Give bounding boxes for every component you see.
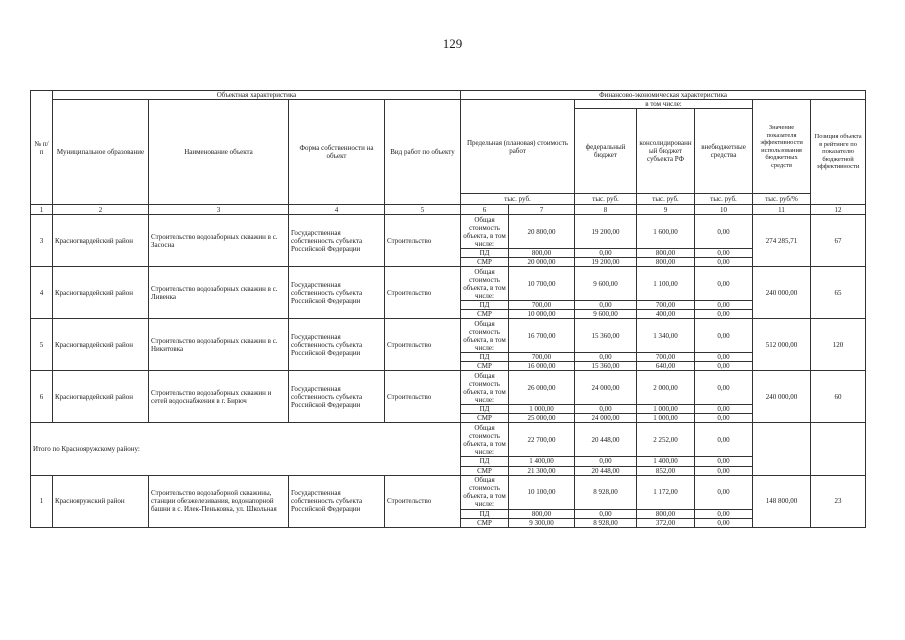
cell-consolidated: 1 000,00 xyxy=(637,414,695,423)
row-efficiency: 148 800,00 xyxy=(753,475,811,527)
cell-federal: 19 200,00 xyxy=(575,258,637,267)
row-label-pd: ПД xyxy=(461,509,509,518)
cell-offbudget: 0,00 xyxy=(695,475,753,509)
row-ownership: Государственная собственность субъекта Российской Федерации xyxy=(289,319,385,371)
cell-consolidated: 2 000,00 xyxy=(637,371,695,405)
cell-offbudget: 0,00 xyxy=(695,215,753,249)
row-object: Строительство водозаборных скважин в с. Никитовка xyxy=(149,319,289,371)
cell-offbudget: 0,00 xyxy=(695,466,753,475)
cell-federal: 20 448,00 xyxy=(575,423,637,457)
cell-offbudget: 0,00 xyxy=(695,518,753,527)
row-label-total: Общая стоимость объекта, в том числе: xyxy=(461,475,509,509)
cell-federal: 24 000,00 xyxy=(575,414,637,423)
row-label-smr: СМР xyxy=(461,518,509,527)
cell-federal: 8 928,00 xyxy=(575,518,637,527)
cell-consolidated: 1 400,00 xyxy=(637,457,695,466)
cell-federal: 19 200,00 xyxy=(575,215,637,249)
cell-cost: 25 000,00 xyxy=(509,414,575,423)
row-label-smr: СМР xyxy=(461,310,509,319)
row-municipal: Краснояружский район xyxy=(53,475,149,527)
row-work: Строительство xyxy=(385,215,461,267)
cell-consolidated: 700,00 xyxy=(637,301,695,310)
row-rating: 65 xyxy=(811,267,866,319)
cell-offbudget: 0,00 xyxy=(695,249,753,258)
row-label-total: Общая стоимость объекта, в том числе: xyxy=(461,319,509,353)
row-object: Строительство водозаборных скважин в с. Ливенка xyxy=(149,267,289,319)
unit-consolidated: тыс. руб. xyxy=(637,194,695,205)
cell-cost: 20 800,00 xyxy=(509,215,575,249)
row-efficiency: 274 285,71 xyxy=(753,215,811,267)
row-num: 5 xyxy=(31,319,53,371)
cell-cost: 10 100,00 xyxy=(509,475,575,509)
cell-federal: 0,00 xyxy=(575,353,637,362)
header-federal: федеральный бюджет xyxy=(575,109,637,194)
col-number: 3 xyxy=(149,205,289,215)
cell-offbudget: 0,00 xyxy=(695,423,753,457)
cell-cost: 16 700,00 xyxy=(509,319,575,353)
cell-cost: 22 700,00 xyxy=(509,423,575,457)
col-number: 10 xyxy=(695,205,753,215)
cell-federal: 24 000,00 xyxy=(575,371,637,405)
col-number: 2 xyxy=(53,205,149,215)
header-cost: Предельная (плановая) стоимость работ xyxy=(461,100,575,194)
cell-offbudget: 0,00 xyxy=(695,353,753,362)
row-label-total: Общая стоимость объекта, в том числе: xyxy=(461,371,509,405)
cell-federal: 9 600,00 xyxy=(575,310,637,319)
cell-offbudget: 0,00 xyxy=(695,319,753,353)
cell-federal: 0,00 xyxy=(575,249,637,258)
header-finance-group: Финансово-экономическая характеристика xyxy=(461,91,866,100)
header-object-name: Наименование объекта xyxy=(149,100,289,205)
cell-offbudget: 0,00 xyxy=(695,362,753,371)
cell-consolidated: 700,00 xyxy=(637,353,695,362)
header-consolidated: консолидированный бюджет субъекта РФ xyxy=(637,109,695,194)
row-label-smr: СМР xyxy=(461,414,509,423)
cell-offbudget: 0,00 xyxy=(695,310,753,319)
col-number: 9 xyxy=(637,205,695,215)
cell-federal: 15 360,00 xyxy=(575,362,637,371)
row-label-pd: ПД xyxy=(461,405,509,414)
cell-cost: 16 000,00 xyxy=(509,362,575,371)
row-municipal: Красногвардейский район xyxy=(53,371,149,423)
cell-offbudget: 0,00 xyxy=(695,457,753,466)
row-label-total: Общая стоимость объекта, в том числе: xyxy=(461,267,509,301)
cell-cost: 21 300,00 xyxy=(509,466,575,475)
row-num: 3 xyxy=(31,215,53,267)
cell-offbudget: 0,00 xyxy=(695,267,753,301)
header-work-type: Вид работ по объекту xyxy=(385,100,461,205)
row-ownership: Государственная собственность субъекта Российской Федерации xyxy=(289,371,385,423)
cell-cost: 700,00 xyxy=(509,353,575,362)
row-label-pd: ПД xyxy=(461,457,509,466)
cell-offbudget: 0,00 xyxy=(695,301,753,310)
row-work: Строительство xyxy=(385,319,461,371)
cell-offbudget: 0,00 xyxy=(695,258,753,267)
cell-offbudget: 0,00 xyxy=(695,405,753,414)
cell-cost: 800,00 xyxy=(509,249,575,258)
cell-federal: 0,00 xyxy=(575,509,637,518)
header-ownership: Форма собственности на объект xyxy=(289,100,385,205)
cell-federal: 20 448,00 xyxy=(575,466,637,475)
row-label-total: Общая стоимость объекта, в том числе: xyxy=(461,423,509,457)
row-num: 4 xyxy=(31,267,53,319)
row-rating: 120 xyxy=(811,319,866,371)
col-number: 12 xyxy=(811,205,866,215)
row-work: Строительство xyxy=(385,267,461,319)
cell-consolidated: 1 340,00 xyxy=(637,319,695,353)
cell-federal: 9 600,00 xyxy=(575,267,637,301)
cell-cost: 26 000,00 xyxy=(509,371,575,405)
row-ownership: Государственная собственность субъекта Российской Федерации xyxy=(289,267,385,319)
row-num: 6 xyxy=(31,371,53,423)
header-efficiency: Значение показателя эффективности использования бюджетных средств xyxy=(753,100,811,194)
subtotal-rating xyxy=(811,423,866,475)
row-ownership: Государственная собственность субъекта Российской Федерации xyxy=(289,215,385,267)
row-work: Строительство xyxy=(385,475,461,527)
row-municipal: Красногвардейский район xyxy=(53,215,149,267)
cell-consolidated: 1 000,00 xyxy=(637,405,695,414)
cell-cost: 10 000,00 xyxy=(509,310,575,319)
col-number: 1 xyxy=(31,205,53,215)
cell-consolidated: 372,00 xyxy=(637,518,695,527)
cell-offbudget: 0,00 xyxy=(695,414,753,423)
col-number: 11 xyxy=(753,205,811,215)
cell-cost: 800,00 xyxy=(509,509,575,518)
cell-cost: 700,00 xyxy=(509,301,575,310)
row-work: Строительство xyxy=(385,371,461,423)
cell-offbudget: 0,00 xyxy=(695,509,753,518)
header-num: № п/п xyxy=(31,91,53,205)
cell-cost: 10 700,00 xyxy=(509,267,575,301)
col-number: 6 xyxy=(461,205,509,215)
page-number: 129 xyxy=(442,36,463,51)
row-ownership: Государственная собственность субъекта Российской Федерации xyxy=(289,475,385,527)
cell-consolidated: 1 100,00 xyxy=(637,267,695,301)
row-label-pd: ПД xyxy=(461,249,509,258)
row-label-pd: ПД xyxy=(461,353,509,362)
row-label-smr: СМР xyxy=(461,258,509,267)
row-efficiency: 240 000,00 xyxy=(753,267,811,319)
row-label-smr: СМР xyxy=(461,362,509,371)
row-municipal: Красногвардейский район xyxy=(53,319,149,371)
unit-federal: тыс. руб. xyxy=(575,194,637,205)
cell-consolidated: 640,00 xyxy=(637,362,695,371)
header-object-group: Объектная характеристика xyxy=(53,91,461,100)
cell-consolidated: 400,00 xyxy=(637,310,695,319)
row-efficiency: 512 000,00 xyxy=(753,319,811,371)
row-num: 1 xyxy=(31,475,53,527)
cell-consolidated: 1 600,00 xyxy=(637,215,695,249)
unit-cost: тыс. руб. xyxy=(461,194,575,205)
row-label-pd: ПД xyxy=(461,301,509,310)
col-number: 7 xyxy=(509,205,575,215)
row-municipal: Красногвардейский район xyxy=(53,267,149,319)
cell-cost: 20 000,00 xyxy=(509,258,575,267)
subtotal-efficiency xyxy=(753,423,811,475)
col-number: 5 xyxy=(385,205,461,215)
header-rating: Позиция объекта в рейтинге по показателю бюджетной эффективности xyxy=(811,100,866,205)
row-object: Строительство водозаборных скважин и сетей водоснабжения в г. Бирюч xyxy=(149,371,289,423)
cell-federal: 0,00 xyxy=(575,457,637,466)
cell-consolidated: 852,00 xyxy=(637,466,695,475)
row-object: Строительство водозаборной скважины, станции обезжелезивания, водонапорной башни в с. Илек-Пеньковка, ул. Школьная xyxy=(149,475,289,527)
cell-cost: 9 300,00 xyxy=(509,518,575,527)
row-label-smr: СМР xyxy=(461,466,509,475)
col-number: 4 xyxy=(289,205,385,215)
cell-federal: 0,00 xyxy=(575,405,637,414)
cell-consolidated: 2 252,00 xyxy=(637,423,695,457)
cell-federal: 8 928,00 xyxy=(575,475,637,509)
row-rating: 67 xyxy=(811,215,866,267)
row-rating: 60 xyxy=(811,371,866,423)
cell-consolidated: 800,00 xyxy=(637,258,695,267)
col-number: 8 xyxy=(575,205,637,215)
row-object: Строительство водозаборных скважин в с. Засосна xyxy=(149,215,289,267)
investment-table xyxy=(30,90,866,528)
header-offbudget: внебюджетные средства xyxy=(695,109,753,194)
header-municipal: Муниципальное образование xyxy=(53,100,149,205)
unit-offbudget: тыс. руб. xyxy=(695,194,753,205)
cell-cost: 1 400,00 xyxy=(509,457,575,466)
subtotal-label: Итого по Краснояружскому району: xyxy=(31,423,461,475)
cell-federal: 0,00 xyxy=(575,301,637,310)
cell-consolidated: 1 172,00 xyxy=(637,475,695,509)
cell-offbudget: 0,00 xyxy=(695,371,753,405)
cell-cost: 1 000,00 xyxy=(509,405,575,414)
cell-consolidated: 800,00 xyxy=(637,509,695,518)
cell-consolidated: 800,00 xyxy=(637,249,695,258)
cell-federal: 15 360,00 xyxy=(575,319,637,353)
row-rating: 23 xyxy=(811,475,866,527)
header-incl: в том числе: xyxy=(575,100,753,109)
row-efficiency: 240 000,00 xyxy=(753,371,811,423)
row-label-total: Общая стоимость объекта, в том числе: xyxy=(461,215,509,249)
unit-efficiency: тыс. руб/% xyxy=(753,194,811,205)
